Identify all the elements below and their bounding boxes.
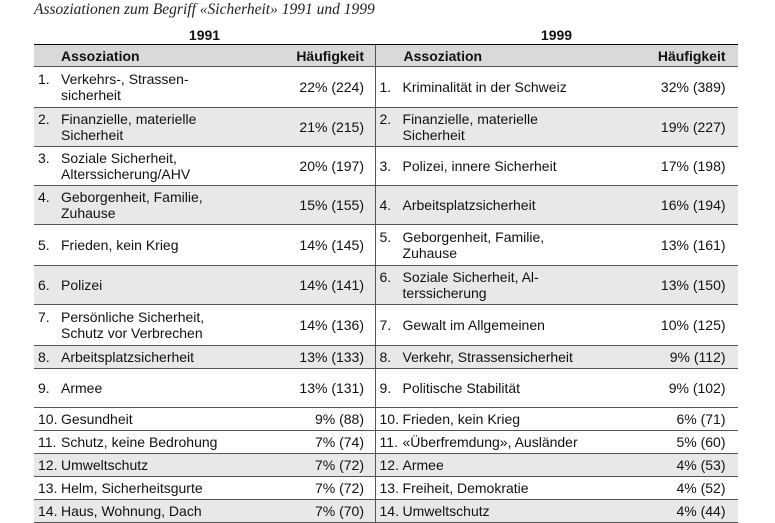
- table-row: [34, 431, 738, 454]
- association-1991: [34, 309, 244, 341]
- row-1999: [376, 108, 738, 146]
- rank-1991: 3.: [38, 150, 50, 166]
- frequency-1999: 17% (198): [660, 158, 726, 174]
- rank-1999: 2.: [379, 111, 392, 127]
- rank-1999: 3.: [379, 158, 392, 174]
- frequency-1999: 32% (389): [660, 79, 726, 95]
- association-text-1991: Persönliche Sicherheit, Schutz vor Verbrechen: [61, 309, 205, 341]
- row-1999: [376, 147, 738, 185]
- frequency-1991: 14% (141): [299, 277, 364, 293]
- frequency-1991: 7% (72): [314, 457, 364, 473]
- frequency-1999: 13% (150): [660, 277, 726, 293]
- rank-1991: 5.: [38, 237, 50, 253]
- association-1991: [34, 150, 244, 182]
- rank-1991: 4.: [38, 189, 50, 205]
- association-1999: [376, 349, 590, 365]
- rank-1999: 8.: [379, 349, 392, 365]
- frequency-1991: 9% (88): [314, 411, 364, 427]
- association-1999: [376, 380, 590, 396]
- association-text-1999: Polizei, innere Sicherheit: [402, 158, 557, 174]
- table-row: [34, 186, 738, 225]
- association-text-1999: Geborgenheit, Familie, Zuhause: [402, 229, 545, 261]
- association-text-1991: Arbeitsplatzsicherheit: [61, 349, 195, 365]
- association-text-1991: Haus, Wohnung, Dach: [61, 503, 202, 519]
- frequency-1991: 7% (70): [314, 503, 364, 519]
- frequency-1999: 13% (161): [660, 237, 726, 253]
- association-text-1999: Arbeitsplatzsicherheit: [402, 197, 536, 213]
- association-text-1999: Umweltschutz: [402, 503, 490, 519]
- table-row: [34, 147, 738, 186]
- rank-1999: 6.: [379, 269, 392, 285]
- table-row: [34, 477, 738, 500]
- row-1991: [34, 147, 376, 185]
- frequency-1991: 7% (72): [314, 480, 364, 496]
- row-1999: [376, 431, 738, 453]
- association-text-1991: Helm, Sicherheitsgurte: [61, 480, 203, 496]
- table-row: [34, 305, 738, 346]
- rank-1999: 14.: [379, 503, 399, 519]
- rank-1991: 6.: [38, 277, 50, 293]
- association-1999: [376, 158, 590, 174]
- frequency-1999: 6% (71): [676, 411, 726, 427]
- association-1999: [376, 434, 590, 450]
- association-text-1999: Soziale Sicherheit, Al-terssicherung: [402, 269, 539, 301]
- table-row: [34, 369, 738, 408]
- association-text-1999: Armee: [402, 457, 444, 473]
- frequency-1991: 7% (74): [314, 434, 364, 450]
- row-1991: [34, 431, 376, 453]
- association-1999: [376, 197, 590, 213]
- association-1999: [376, 503, 590, 519]
- table-row: [34, 108, 738, 147]
- row-1999: [376, 186, 738, 224]
- row-1991: [34, 67, 376, 107]
- row-1999: [376, 225, 738, 265]
- year-header-row: [34, 27, 738, 45]
- rank-1991: 13.: [38, 480, 58, 496]
- column-header-row: [34, 45, 738, 67]
- association-table: [34, 27, 738, 523]
- association-1991: [34, 480, 244, 496]
- rank-1999: 4.: [379, 197, 392, 213]
- column-header-assoc-1999: Assoziation: [403, 47, 483, 64]
- row-1991: [34, 346, 376, 368]
- association-1991: [34, 71, 244, 103]
- association-1991: [34, 411, 244, 427]
- rank-1999: 5.: [379, 229, 392, 245]
- association-text-1999: Frieden, kein Krieg: [402, 411, 521, 427]
- frequency-1991: 20% (197): [299, 158, 364, 174]
- table-row: [34, 346, 738, 369]
- association-1999: [376, 317, 590, 333]
- association-1991: [34, 349, 244, 365]
- frequency-1999: 19% (227): [660, 119, 726, 135]
- table-caption: Assoziationen zum Begriff «Sicherheit» 1991 und 1999: [34, 1, 375, 18]
- frequency-1999: 4% (44): [676, 503, 726, 519]
- rank-1999: 1.: [379, 79, 392, 95]
- frequency-1991: 14% (136): [299, 317, 364, 333]
- association-text-1991: Umweltschutz: [61, 457, 149, 473]
- frequency-1991: 15% (155): [299, 197, 364, 213]
- frequency-1999: 10% (125): [660, 317, 726, 333]
- table-body: [34, 67, 738, 523]
- column-header-freq-1999: Häufigkeit: [657, 47, 726, 64]
- association-text-1991: Frieden, kein Krieg: [61, 237, 179, 253]
- association-text-1999: «Überfremdung», Ausländer: [402, 434, 578, 450]
- table-row: [34, 67, 738, 108]
- rank-1999: 7.: [379, 317, 392, 333]
- association-text-1999: Verkehr, Strassensicherheit: [402, 349, 573, 365]
- rank-1991: 10.: [38, 411, 58, 427]
- rank-1991: 7.: [38, 309, 50, 325]
- year-1999-heading: 1999: [540, 27, 573, 43]
- row-1991: [34, 408, 376, 430]
- association-text-1999: Finanzielle, materielle Sicherheit: [402, 111, 538, 143]
- association-text-1999: Kriminalität in der Schweiz: [402, 79, 567, 95]
- association-1991: [34, 503, 244, 519]
- frequency-1999: 9% (102): [668, 380, 726, 396]
- rank-1991: 11.: [38, 434, 57, 450]
- association-text-1991: Soziale Sicherheit, Alterssicherung/AHV: [61, 150, 191, 182]
- rank-1999: 10.: [379, 411, 399, 427]
- row-1999: [376, 266, 738, 304]
- association-1999: [376, 411, 590, 427]
- table-row: [34, 225, 738, 266]
- column-header-freq-1991: Häufigkeit: [296, 47, 364, 64]
- association-1999: [376, 457, 590, 473]
- association-1999: [376, 111, 590, 143]
- frequency-1999: 9% (112): [669, 349, 726, 365]
- rank-1991: 14.: [38, 503, 58, 519]
- row-1999: [376, 369, 738, 407]
- frequency-1999: 16% (194): [660, 197, 726, 213]
- association-1991: [34, 457, 244, 473]
- rank-1999: 13.: [379, 480, 399, 496]
- association-1999: [376, 79, 590, 95]
- row-1991: [34, 500, 376, 522]
- association-1991: [34, 277, 244, 293]
- column-header-left: [34, 45, 376, 66]
- rank-1999: 11.: [379, 434, 398, 450]
- table-row: [34, 500, 738, 523]
- row-1999: [376, 305, 738, 345]
- row-1991: [34, 108, 376, 146]
- column-header-assoc-1991: Assoziation: [61, 47, 140, 64]
- frequency-1991: 14% (145): [299, 237, 364, 253]
- row-1991: [34, 225, 376, 265]
- rank-1991: 9.: [38, 380, 50, 396]
- association-1991: [34, 380, 244, 396]
- row-1991: [34, 477, 376, 499]
- row-1999: [376, 346, 738, 368]
- row-1991: [34, 305, 376, 345]
- table-row: [34, 266, 738, 305]
- association-1999: [376, 269, 590, 301]
- frequency-1991: 21% (215): [299, 119, 364, 135]
- column-header-right: [376, 45, 738, 66]
- row-1991: [34, 369, 376, 407]
- table-row: [34, 454, 738, 477]
- row-1999: [376, 500, 738, 522]
- association-1991: [34, 111, 244, 143]
- rank-1991: 1.: [38, 71, 50, 87]
- row-1991: [34, 186, 376, 224]
- frequency-1991: 22% (224): [299, 79, 364, 95]
- row-1999: [376, 454, 738, 476]
- association-text-1991: Schutz, keine Bedrohung: [61, 434, 218, 450]
- association-text-1991: Armee: [61, 380, 103, 396]
- frequency-1991: 13% (131): [299, 380, 364, 396]
- rank-1999: 12.: [379, 457, 399, 473]
- rank-1991: 2.: [38, 111, 50, 127]
- row-1991: [34, 454, 376, 476]
- association-1991: [34, 434, 244, 450]
- association-text-1991: Verkehrs-, Strassen-sicherheit: [61, 71, 189, 103]
- row-1999: [376, 477, 738, 499]
- association-1999: [376, 480, 590, 496]
- association-text-1991: Finanzielle, materielle Sicherheit: [61, 111, 197, 143]
- frequency-1999: 4% (52): [676, 480, 726, 496]
- year-1991-heading: 1991: [188, 27, 221, 43]
- association-text-1991: Polizei: [61, 277, 103, 293]
- row-1999: [376, 408, 738, 430]
- frequency-1999: 5% (60): [676, 434, 726, 450]
- association-text-1991: Gesundheit: [61, 411, 133, 427]
- frequency-1991: 13% (133): [299, 349, 364, 365]
- rank-1991: 8.: [38, 349, 50, 365]
- association-text-1999: Politische Stabilität: [402, 380, 521, 396]
- association-text-1999: Freiheit, Demokratie: [402, 480, 529, 496]
- rank-1991: 12.: [38, 457, 58, 473]
- association-text-1999: Gewalt im Allgemeinen: [402, 317, 545, 333]
- association-1999: [376, 229, 590, 261]
- table-row: [34, 408, 738, 431]
- association-1991: [34, 237, 244, 253]
- association-1991: [34, 189, 244, 221]
- row-1991: [34, 266, 376, 304]
- association-text-1991: Geborgenheit, Familie, Zuhause: [61, 189, 203, 221]
- frequency-1999: 4% (53): [676, 457, 726, 473]
- rank-1999: 9.: [379, 380, 392, 396]
- row-1999: [376, 67, 738, 107]
